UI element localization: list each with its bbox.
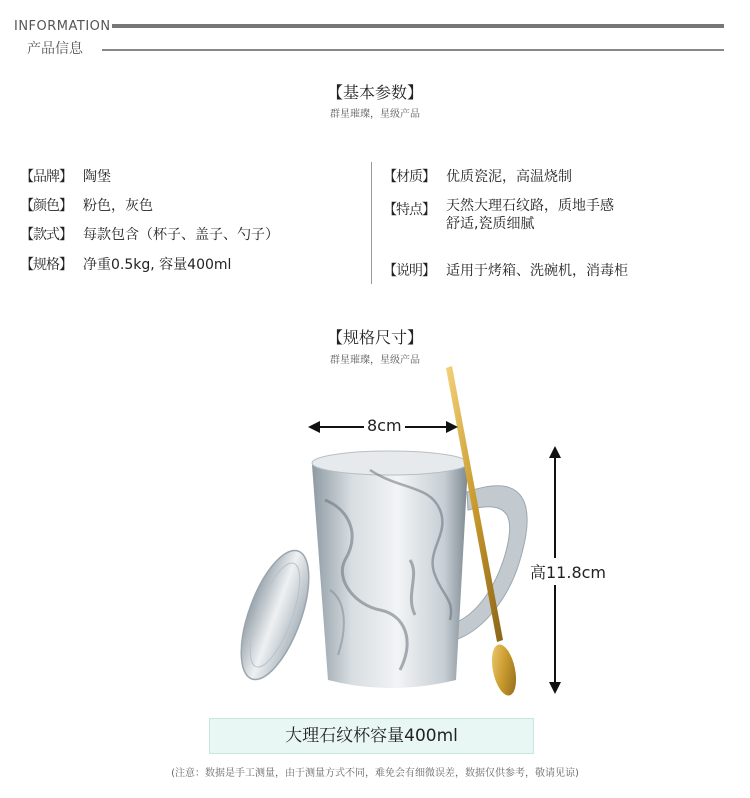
width-label: 8cm bbox=[364, 416, 405, 435]
spec-feature-value-line2: 舒适,瓷质细腻 bbox=[446, 216, 535, 232]
size-section-subtitle: 群星璀璨，星级产品 bbox=[330, 355, 420, 366]
basic-params-title: 【基本参数】 bbox=[326, 83, 423, 102]
spec-brand-label: 【品牌】 bbox=[20, 169, 72, 185]
spec-color-label: 【颜色】 bbox=[20, 198, 72, 214]
spec-feature bbox=[383, 197, 614, 233]
spec-brand bbox=[20, 168, 111, 186]
spec-material-label: 【材质】 bbox=[383, 169, 435, 185]
spec-color bbox=[20, 197, 153, 215]
spec-usage-value: 适用于烤箱、洗碗机，消毒柜 bbox=[446, 263, 628, 279]
spec-style-label: 【款式】 bbox=[20, 227, 72, 243]
spec-usage bbox=[383, 262, 628, 280]
spec-size-value: 净重0.5kg, 容量400ml bbox=[83, 257, 232, 273]
product-caption: 大理石纹杯容量400ml bbox=[209, 718, 534, 754]
spec-color-value: 粉色，灰色 bbox=[83, 198, 153, 214]
spec-usage-label: 【说明】 bbox=[383, 263, 435, 279]
basic-params-subtitle: 群星璀璨，星级产品 bbox=[330, 109, 420, 120]
mug-illustration bbox=[230, 360, 550, 700]
header-divider-top bbox=[112, 24, 724, 28]
header-title-en: INFORMATION bbox=[14, 19, 111, 34]
spec-column-divider bbox=[371, 162, 372, 284]
spec-style-value: 每款包含（杯子、盖子、勺子） bbox=[83, 227, 279, 243]
header-divider-bottom bbox=[102, 49, 724, 51]
measurement-footnote: (注意：数据是手工测量，由于测量方式不同，难免会有细微误差，数据仅供参考，敬请见谅) bbox=[171, 768, 579, 779]
spec-material-value: 优质瓷泥，高温烧制 bbox=[446, 169, 572, 185]
spec-size-label: 【规格】 bbox=[20, 257, 72, 273]
header-title-cn: 产品信息 bbox=[27, 41, 83, 57]
spec-style bbox=[20, 226, 279, 244]
spec-feature-value: 天然大理石纹路，质地手感 bbox=[446, 198, 614, 214]
spec-size bbox=[20, 256, 231, 274]
spec-brand-value: 陶堡 bbox=[83, 169, 111, 185]
height-label: 高11.8cm bbox=[530, 558, 606, 585]
spec-feature-label: 【特点】 bbox=[383, 202, 435, 218]
spec-material bbox=[383, 168, 572, 186]
size-section-title: 【规格尺寸】 bbox=[326, 328, 423, 347]
